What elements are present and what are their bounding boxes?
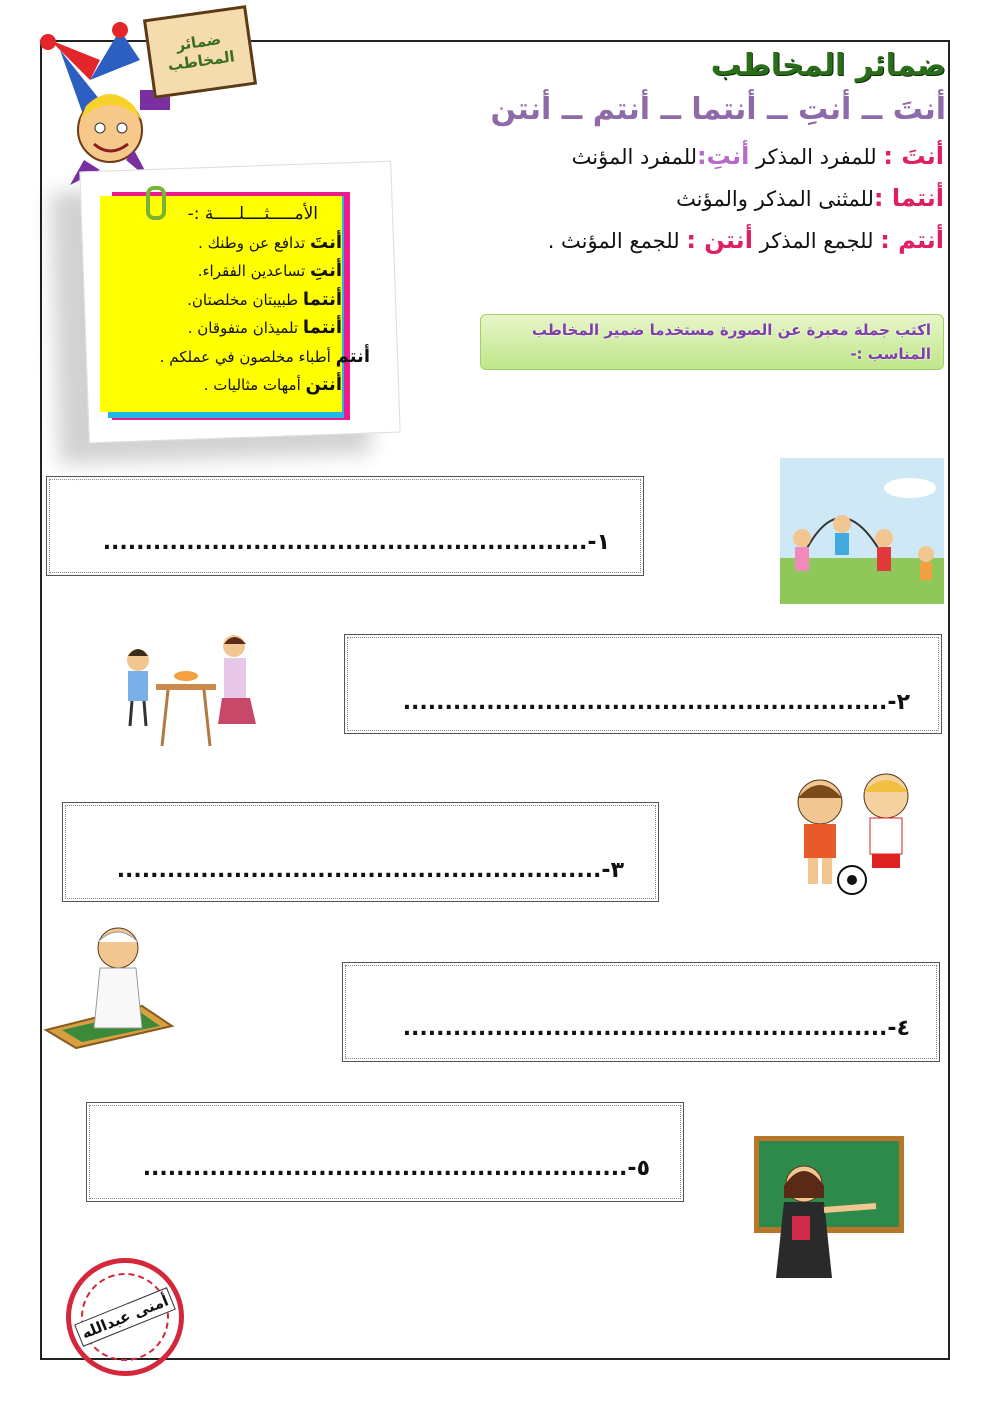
example-item: أنتما طبيبتان مخلصتان. xyxy=(187,288,342,310)
definition-text: للمثنى المذكر والمؤنث xyxy=(676,187,874,211)
pronouns-list: أنتَ ــ أنتِ ــ أنتما ــ أنتم ــ أنتن xyxy=(490,92,946,127)
example-item: أنتم أطباء مخلصون في عملكم . xyxy=(159,345,370,367)
example-item: أنتما تلميذان متفوقان . xyxy=(187,317,342,338)
answer-line-4[interactable]: ٤-.......................................................... xyxy=(402,1016,910,1041)
page-title: ضمائر المخاطب xyxy=(710,48,946,83)
boys-playing-football-image xyxy=(788,772,924,896)
answer-box-3[interactable] xyxy=(62,802,659,902)
definition-plural xyxy=(548,226,944,254)
stamp-text: أمنى عبدالله xyxy=(74,1287,176,1347)
kids-jump-rope-image xyxy=(780,458,944,604)
mother-daughter-cooking-image xyxy=(98,626,274,750)
answer-line-1[interactable]: ١-.......................................................... xyxy=(102,530,610,555)
example-item: أنتن أمهات مثاليات . xyxy=(203,374,342,395)
answer-box-2[interactable] xyxy=(344,634,942,734)
answer-line-3[interactable]: ٣-.......................................................... xyxy=(116,858,624,883)
instruction-banner xyxy=(480,314,944,370)
pronoun-antunna: أنتن : xyxy=(686,226,753,254)
example-item: أنتَ تدافع عن وطنك . xyxy=(198,231,342,253)
examples-title: الأمـــــثــــلـــــة :- xyxy=(187,204,318,224)
title-sign xyxy=(143,5,257,99)
definition-text: للمفرد المذكر xyxy=(755,145,877,169)
answer-box-4[interactable] xyxy=(342,962,940,1062)
answer-line-2[interactable]: ٢-.......................................................... xyxy=(402,690,910,715)
answer-line-5[interactable]: ٥-.......................................................... xyxy=(142,1156,650,1181)
definition-text: للجمع المذكر xyxy=(759,229,874,253)
pronoun-antum: أنتم : xyxy=(880,226,944,254)
examples-list xyxy=(92,200,370,400)
instruction-text: اكتب جملة معبرة عن الصورة مستخدما ضمير المخاطب المناسب :- xyxy=(531,321,931,363)
teacher-chalkboard-image xyxy=(754,1136,904,1278)
definition-text: للجمع المؤنث . xyxy=(547,229,680,253)
answer-box-5[interactable] xyxy=(86,1102,684,1202)
sign-line-2: المخاطب xyxy=(166,47,236,75)
example-item: أنتِ تساعدين الفقراء. xyxy=(197,260,342,281)
pronoun-antuma: أنتما : xyxy=(873,184,944,212)
pronoun-anta: أنتَ : xyxy=(883,142,944,170)
definition-singular xyxy=(572,142,944,170)
definition-dual xyxy=(676,184,944,212)
sign-line-1: ضمائر xyxy=(174,29,223,54)
boy-praying-image xyxy=(42,918,176,1050)
answer-box-1[interactable] xyxy=(46,476,644,576)
pronoun-anti: أنتِ: xyxy=(697,142,750,170)
definition-text: للمفرد المؤنث xyxy=(571,145,698,169)
